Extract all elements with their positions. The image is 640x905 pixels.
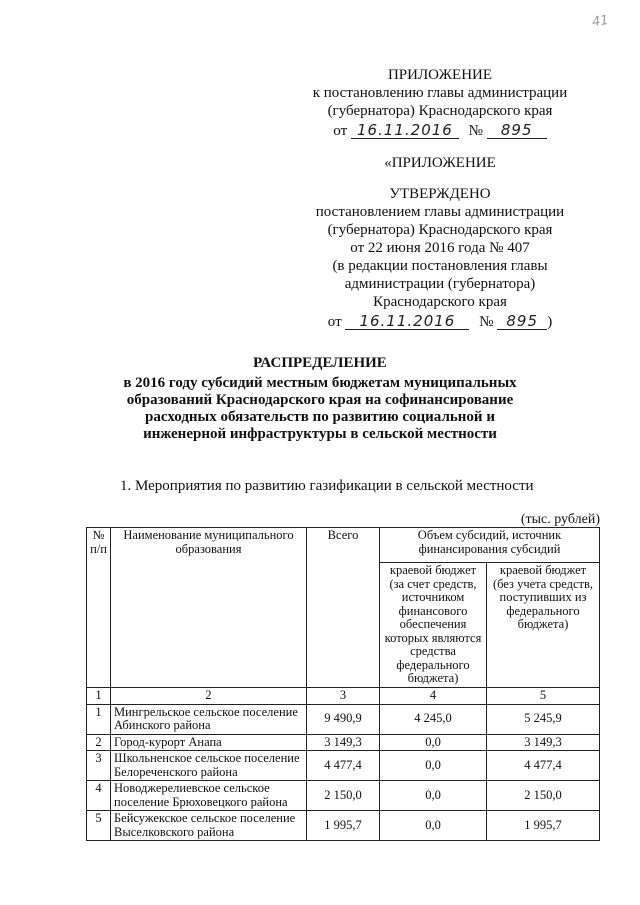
row-federal: 4 245,0 — [380, 704, 487, 734]
heading-line-4: расходных обязательств по развитию социальной и — [145, 409, 495, 425]
row-total: 3 149,3 — [307, 734, 380, 751]
appendix-block — [300, 66, 580, 140]
table-row — [87, 751, 600, 781]
header-regional-federal: краевой бюджет (за счет средств, источником финансового обеспечения которых являются средства федерального бюджета) — [380, 563, 487, 688]
index-cell: 3 — [307, 688, 380, 705]
approval-line-2: (губернатора) Краснодарского края — [327, 222, 553, 238]
row-federal: 0,0 — [380, 734, 487, 751]
row-total: 2 150,0 — [307, 781, 380, 811]
appendix-date-line — [300, 122, 580, 140]
page-number: 41 — [591, 12, 610, 31]
row-name: Бейсужекское сельское поселение Выселковского района — [111, 811, 307, 841]
row-federal: 0,0 — [380, 751, 487, 781]
table-row — [87, 704, 600, 734]
row-num: 2 — [87, 734, 111, 751]
approval-line-5: администрации (губернатора) — [344, 276, 536, 292]
appendix-date: 16.11.2016 — [351, 122, 459, 139]
appendix-number: 895 — [487, 122, 547, 139]
approval-date-line — [300, 313, 580, 331]
appendix-title: ПРИЛОЖЕНИЕ — [387, 67, 493, 83]
approval-from-label: от — [327, 314, 342, 330]
row-total: 1 995,7 — [307, 811, 380, 841]
table-row — [87, 811, 600, 841]
header-num: № п/п — [87, 528, 111, 688]
heading-title: РАСПРЕДЕЛЕНИЕ — [253, 355, 387, 371]
index-cell: 1 — [87, 688, 111, 705]
approval-line-3: от 22 июня 2016 года № 407 — [350, 240, 530, 256]
index-cell: 5 — [487, 688, 600, 705]
row-total: 4 477,4 — [307, 751, 380, 781]
document-heading — [80, 355, 560, 443]
units-label: (тыс. рублей) — [520, 512, 600, 527]
appendix-from-label: от — [333, 123, 348, 139]
approval-block — [300, 154, 580, 331]
row-total: 9 490,9 — [307, 704, 380, 734]
index-cell: 2 — [111, 688, 307, 705]
approval-line-6: Краснодарского края — [373, 294, 507, 310]
row-num: 1 — [87, 704, 111, 734]
index-row — [87, 688, 600, 705]
row-own: 4 477,4 — [487, 751, 600, 781]
row-name: Новоджерелиевское сельское поселение Брюховецкого района — [111, 781, 307, 811]
approval-quote-title: «ПРИЛОЖЕНИЕ — [384, 155, 496, 171]
index-cell: 4 — [380, 688, 487, 705]
section-title: 1. Мероприятия по развитию газификации в сельской местности — [120, 478, 534, 494]
heading-line-5: инженерной инфраструктуры в сельской местности — [143, 426, 497, 442]
table-row — [87, 781, 600, 811]
appendix-no-label: № — [468, 123, 483, 139]
heading-line-2: в 2016 году субсидий местным бюджетам муниципальных — [123, 375, 517, 391]
row-num: 4 — [87, 781, 111, 811]
row-num: 3 — [87, 751, 111, 781]
heading-line-3: образований Краснодарского края на софинансирование — [126, 392, 514, 408]
approval-number: 895 — [497, 313, 547, 330]
row-own: 3 149,3 — [487, 734, 600, 751]
row-federal: 0,0 — [380, 811, 487, 841]
header-name: Наименование муниципального образования — [111, 528, 307, 688]
appendix-line-1: к постановлению главы администрации — [312, 85, 568, 101]
row-name: Город-курорт Анапа — [111, 734, 307, 751]
row-federal: 0,0 — [380, 781, 487, 811]
row-num: 5 — [87, 811, 111, 841]
row-own: 1 995,7 — [487, 811, 600, 841]
row-name: Мингрельское сельское поселение Абинского района — [111, 704, 307, 734]
table-row — [87, 734, 600, 751]
subsidy-table — [86, 527, 600, 841]
header-regional-own: краевой бюджет (без учета средств, поступивших из федерального бюджета) — [487, 563, 600, 688]
header-total: Всего — [307, 528, 380, 688]
approval-no-label: № — [479, 314, 494, 330]
row-name: Школьненское сельское поселение Белореченского района — [111, 751, 307, 781]
row-own: 5 245,9 — [487, 704, 600, 734]
header-row-1 — [87, 528, 600, 563]
approval-line-1: постановлением главы администрации — [315, 204, 565, 220]
approval-approved: УТВЕРЖДЕНО — [389, 186, 491, 202]
appendix-line-2: (губернатора) Краснодарского края — [327, 103, 553, 119]
approval-close: ) — [547, 314, 553, 330]
header-volume: Объем субсидий, источник финансирования субсидий — [380, 528, 600, 563]
approval-line-4: (в редакции постановления главы — [332, 258, 548, 274]
row-own: 2 150,0 — [487, 781, 600, 811]
approval-date: 16.11.2016 — [345, 313, 469, 330]
